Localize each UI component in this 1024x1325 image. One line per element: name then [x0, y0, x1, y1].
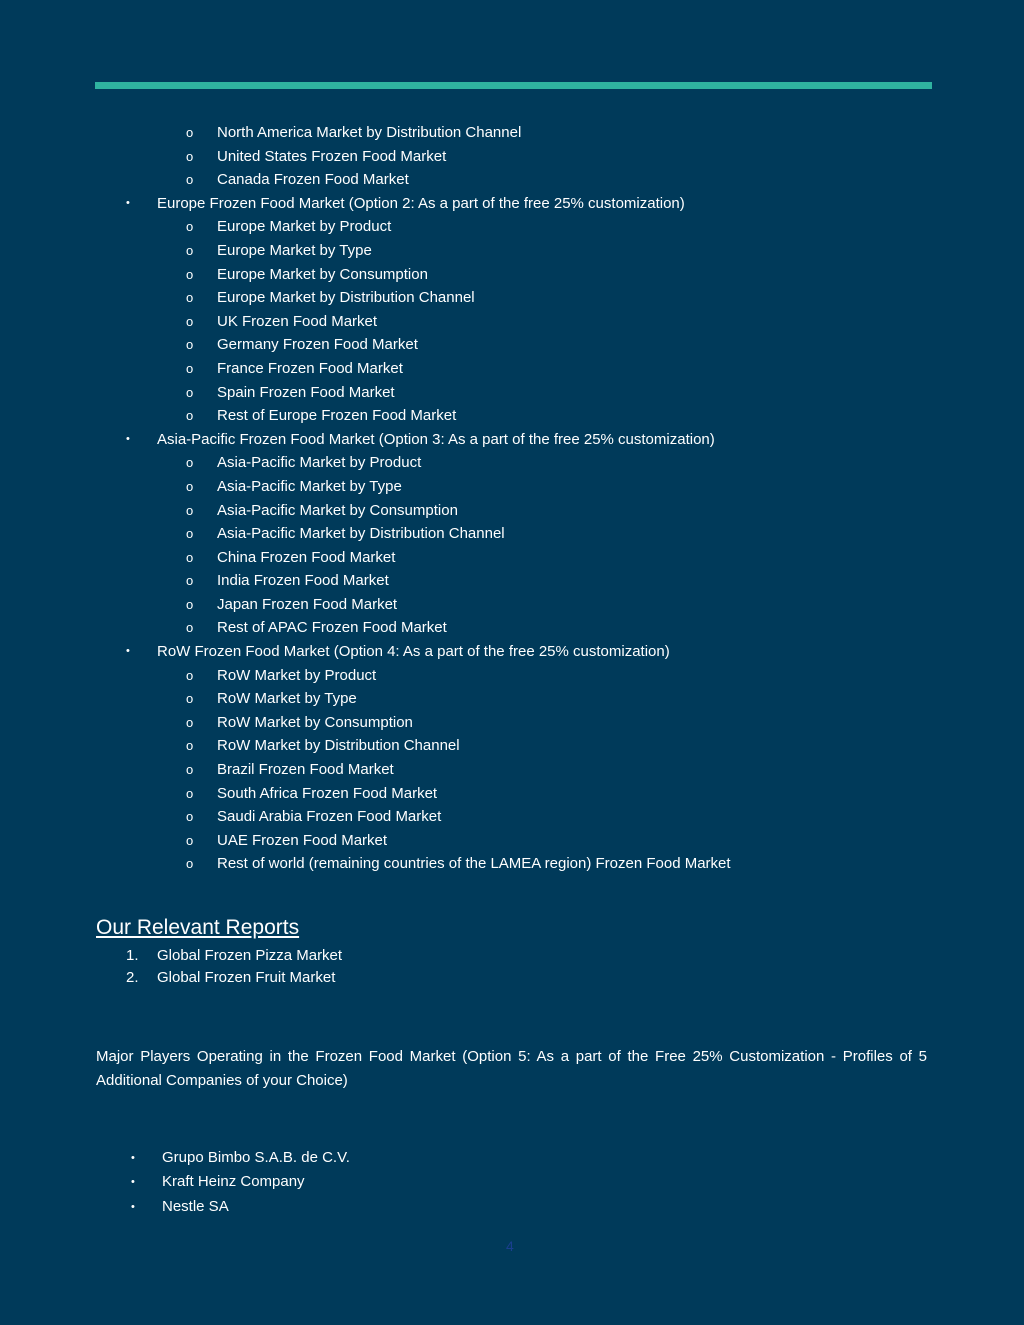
sub-list-item	[0, 310, 1024, 334]
sub-list-item	[0, 829, 1024, 853]
sub-list-item	[0, 404, 1024, 428]
circle-bullet-icon: o	[186, 125, 194, 140]
company-name: Nestle SA	[162, 1197, 229, 1215]
circle-bullet-icon: o	[186, 714, 194, 730]
sub-list-item	[0, 569, 1024, 593]
region-list-item	[0, 192, 1024, 216]
circle-bullet-icon: o	[186, 148, 194, 164]
list-item-text: Canada Frozen Food Market	[217, 171, 409, 189]
circle-bullet-icon: o	[186, 266, 194, 282]
circle-bullet-icon: o	[186, 691, 194, 707]
sub-list-item	[0, 852, 1024, 876]
list-item-text: South Africa Frozen Food Market	[217, 784, 438, 802]
circle-bullet-icon: o	[186, 360, 194, 376]
sub-list-item	[0, 734, 1024, 758]
bullet-icon: •	[126, 196, 130, 209]
list-item-text: Rest of world (remaining countries of the LAMEA region) Frozen Food Market	[217, 855, 731, 873]
segment-outline-list	[0, 121, 1024, 876]
list-item-text: Asia-Pacific Market by Product	[217, 454, 422, 472]
report-number: 2.	[126, 969, 139, 986]
page-number: 4	[506, 1238, 514, 1254]
list-item-text: Brazil Frozen Food Market	[217, 761, 394, 779]
list-item-text: Europe Market by Product	[217, 218, 392, 236]
sub-list-item	[0, 499, 1024, 523]
report-title: Global Frozen Fruit Market	[157, 969, 336, 986]
list-item-text: RoW Market by Distribution Channel	[217, 737, 460, 755]
sub-list-item	[0, 805, 1024, 829]
sub-list-item	[0, 381, 1024, 405]
list-item-text: Germany Frozen Food Market	[217, 336, 418, 354]
circle-bullet-icon: o	[186, 856, 194, 872]
report-number: 1.	[126, 947, 139, 964]
sub-list-item	[0, 782, 1024, 806]
list-item-text: China Frozen Food Market	[217, 548, 396, 566]
circle-bullet-icon: o	[186, 242, 194, 258]
list-item-text: RoW Market by Product	[217, 666, 377, 684]
sub-list-item	[0, 475, 1024, 499]
circle-bullet-icon: o	[186, 596, 194, 612]
sub-list-item	[0, 333, 1024, 357]
circle-bullet-icon: o	[186, 408, 194, 424]
sub-list-item	[0, 263, 1024, 287]
company-name: Grupo Bimbo S.A.B. de C.V.	[162, 1149, 350, 1166]
list-item-text: Europe Frozen Food Market (Option 2: As a part of the free 25% customization)	[157, 194, 685, 212]
circle-bullet-icon: o	[186, 785, 194, 801]
sub-list-item	[0, 664, 1024, 688]
circle-bullet-icon: o	[186, 313, 194, 329]
sub-list-item	[0, 215, 1024, 239]
bullet-icon: •	[131, 1176, 135, 1189]
sub-list-item	[0, 451, 1024, 475]
list-item-text: UK Frozen Food Market	[217, 312, 378, 330]
bullet-icon: •	[131, 1152, 135, 1164]
list-item-text: Europe Market by Type	[217, 241, 372, 259]
list-item-text: France Frozen Food Market	[217, 359, 403, 377]
header-accent-bar	[95, 82, 932, 89]
circle-bullet-icon: o	[186, 832, 194, 848]
circle-bullet-icon: o	[186, 738, 194, 754]
circle-bullet-icon: o	[186, 549, 194, 565]
sub-list-item	[0, 546, 1024, 570]
report-title: Global Frozen Pizza Market	[157, 947, 343, 964]
sub-list-item	[0, 522, 1024, 546]
list-item-text: Asia-Pacific Market by Distribution Channel	[217, 525, 505, 543]
list-item-text: Rest of Europe Frozen Food Market	[217, 407, 457, 425]
list-item-text: RoW Frozen Food Market (Option 4: As a part of the free 25% customization)	[157, 643, 670, 661]
list-item-text: North America Market by Distribution Channel	[217, 124, 522, 141]
relevant-reports-heading: Our Relevant Reports	[96, 916, 300, 939]
list-item-text: RoW Market by Type	[217, 690, 357, 708]
list-item-text: Asia-Pacific Market by Consumption	[217, 501, 458, 519]
company-name: Kraft Heinz Company	[162, 1173, 305, 1191]
bullet-icon: •	[131, 1200, 135, 1213]
sub-list-item	[0, 121, 1024, 145]
circle-bullet-icon: o	[186, 620, 194, 636]
list-item-text: Europe Market by Consumption	[217, 265, 428, 283]
list-item-text: India Frozen Food Market	[217, 572, 389, 590]
sub-list-item	[0, 758, 1024, 782]
list-item-text: Asia-Pacific Market by Type	[217, 477, 402, 495]
circle-bullet-icon: o	[186, 219, 194, 235]
list-item-text: RoW Market by Consumption	[217, 713, 413, 731]
sub-list-item	[0, 687, 1024, 711]
circle-bullet-icon: o	[186, 290, 194, 306]
circle-bullet-icon: o	[186, 809, 194, 825]
sub-list-item	[0, 711, 1024, 735]
sub-list-item	[0, 145, 1024, 169]
list-item-text: Europe Market by Distribution Channel	[217, 289, 475, 307]
list-item-text: UAE Frozen Food Market	[217, 831, 388, 849]
circle-bullet-icon: o	[186, 762, 194, 778]
sub-list-item	[0, 616, 1024, 640]
circle-bullet-icon: o	[186, 573, 194, 589]
sub-list-item	[0, 239, 1024, 263]
sub-list-item	[0, 593, 1024, 617]
circle-bullet-icon: o	[186, 667, 194, 683]
major-players-paragraph: Major Players Operating in the Frozen Food Market (Option 5: As a part of the Free 25% Customization - Profiles of 5 Additional Companies of your Choice)	[96, 1048, 927, 1089]
region-list-item	[0, 640, 1024, 664]
list-item-text: Spain Frozen Food Market	[217, 383, 395, 401]
region-list-item	[0, 428, 1024, 452]
circle-bullet-icon: o	[186, 384, 194, 400]
sub-list-item	[0, 357, 1024, 381]
list-item-text: United States Frozen Food Market	[217, 147, 447, 165]
bullet-icon: •	[126, 432, 130, 445]
list-item-text: Asia-Pacific Frozen Food Market (Option 3: As a part of the free 25% customization)	[157, 430, 715, 448]
sub-list-item	[0, 286, 1024, 310]
list-item-text: Japan Frozen Food Market	[217, 595, 398, 613]
circle-bullet-icon: o	[186, 526, 194, 542]
circle-bullet-icon: o	[186, 455, 194, 471]
circle-bullet-icon: o	[186, 502, 194, 518]
circle-bullet-icon: o	[186, 337, 194, 353]
list-item-text: Saudi Arabia Frozen Food Market	[217, 808, 442, 826]
circle-bullet-icon: o	[186, 478, 194, 494]
sub-list-item	[0, 168, 1024, 192]
circle-bullet-icon: o	[186, 172, 194, 188]
bullet-icon: •	[126, 645, 130, 658]
list-item-text: Rest of APAC Frozen Food Market	[217, 619, 447, 637]
